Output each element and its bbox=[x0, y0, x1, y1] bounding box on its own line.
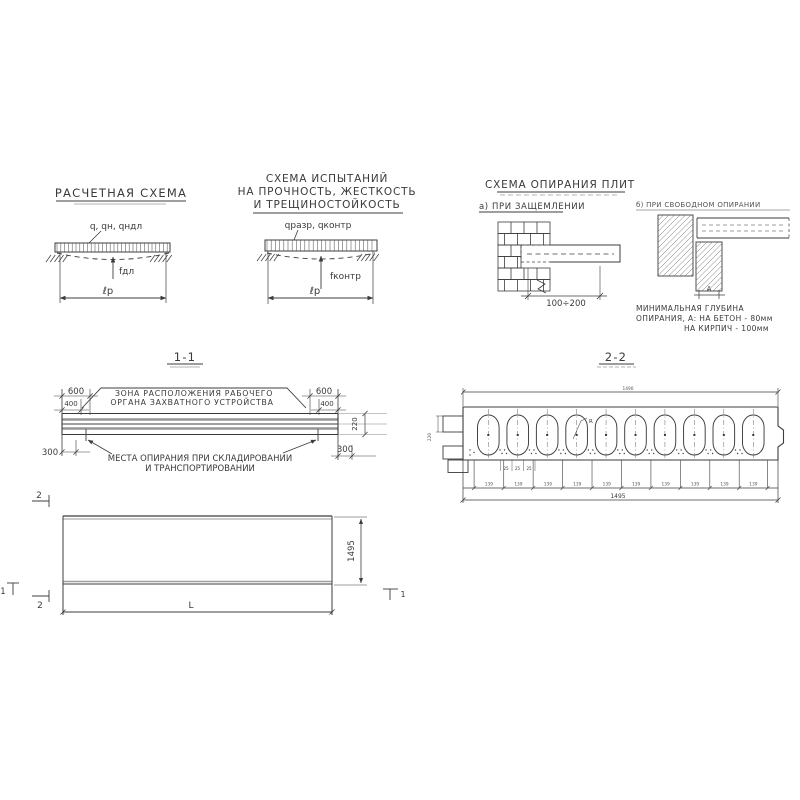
section-1-1 bbox=[42, 350, 387, 474]
embed-dim-label: 100÷200 bbox=[546, 299, 586, 309]
support-scheme bbox=[479, 179, 790, 333]
height-dim-label: 220 bbox=[351, 417, 359, 431]
support-leader-right bbox=[283, 440, 316, 453]
calc-scheme-title: РАСЧЕТНАЯ СХЕМА bbox=[54, 186, 188, 200]
section-1-1-title: 1-1 bbox=[173, 350, 197, 364]
support-ground-hatches bbox=[46, 254, 379, 262]
pitch-dim-label: 139 bbox=[573, 482, 582, 488]
load-leader bbox=[89, 231, 101, 243]
slab-a-outline bbox=[550, 245, 620, 262]
section-height-label: 220 bbox=[428, 432, 433, 442]
length-dim-label: L bbox=[188, 601, 194, 611]
left-key-tab-bottom bbox=[443, 446, 463, 459]
dim-600-right: 600 bbox=[315, 387, 333, 397]
hollow-core-voids bbox=[478, 409, 765, 458]
test-span-label: ℓр bbox=[309, 286, 321, 297]
dim-300-right: 300 bbox=[336, 445, 354, 455]
test-title-3: И ТРЕЩИНОСТОЙКОСТЬ bbox=[253, 199, 401, 211]
dim-400-left: 400 bbox=[64, 400, 78, 408]
support-note-1: МИНИМАЛЬНАЯ ГЛУБИНА bbox=[636, 304, 744, 313]
plan-view bbox=[0, 491, 405, 615]
dim-600-left: 600 bbox=[67, 387, 85, 397]
section-mark-2-top: 2 bbox=[36, 491, 42, 501]
variant-a-label: а) ПРИ ЗАЩЕМЛЕНИИ bbox=[479, 202, 586, 212]
support-note-3: НА КИРПИЧ - 100мм bbox=[684, 324, 769, 333]
support-note-2: ОПИРАНИЯ, А: НА БЕТОН - 80мм bbox=[636, 314, 773, 323]
section-mark-1-right: 1 bbox=[400, 590, 406, 599]
left-key-tab-top bbox=[443, 416, 463, 432]
load-strip bbox=[265, 240, 377, 251]
pier-block-hatch bbox=[696, 242, 722, 291]
support-leader-left bbox=[88, 440, 112, 454]
depth-dim-label: А bbox=[706, 285, 712, 293]
dim-300-left: 300 bbox=[41, 448, 59, 458]
storage-text-1: МЕСТА ОПИРАНИЯ ПРИ СКЛАДИРОВАНИИ bbox=[107, 454, 293, 464]
load-leader bbox=[294, 230, 298, 240]
overall-dim-label: 1495 bbox=[610, 493, 626, 500]
pitch-dim-label: 139 bbox=[543, 482, 552, 488]
pitch-dim-label: 139 bbox=[720, 482, 729, 488]
left-foot bbox=[448, 460, 468, 473]
small-dim-ticks bbox=[501, 460, 536, 471]
pitch-dim-label: 139 bbox=[632, 482, 641, 488]
section-2-2 bbox=[427, 350, 784, 503]
zone-text-2: ОРГАНА ЗАХВАТНОГО УСТРОЙСТВА bbox=[110, 398, 274, 407]
pitch-dim-label: 139 bbox=[514, 482, 523, 488]
load-strip-hatch bbox=[57, 243, 167, 252]
section-2-2-title: 2-2 bbox=[604, 350, 628, 364]
test-title-1: СХЕМА ИСПЫТАНИЙ bbox=[265, 173, 389, 185]
top-dim-label: 1490 bbox=[622, 387, 634, 392]
calc-load-label: q, qн, qндл bbox=[89, 222, 143, 232]
pitch-dim-label: 139 bbox=[690, 482, 700, 488]
radius-leader bbox=[573, 418, 587, 439]
test-title-2: НА ПРОЧНОСТЬ, ЖЕСТКОСТЬ bbox=[237, 186, 417, 198]
pitch-dim-label: 139 bbox=[661, 482, 670, 488]
pitch-dim-label: 139 bbox=[749, 482, 758, 488]
test-scheme bbox=[238, 172, 417, 304]
pitch-dim-label: 139 bbox=[484, 482, 494, 488]
storage-text-2: И ТРАНСПОРТИРОВАНИИ bbox=[145, 464, 255, 474]
small-dim-label: 25 bbox=[503, 466, 509, 471]
load-strip-hatch bbox=[267, 240, 372, 251]
section-mark-2-bottom: 2 bbox=[37, 601, 43, 611]
pitch-dim-grid bbox=[463, 460, 778, 490]
width-dim-label: 1495 bbox=[347, 540, 357, 562]
pitch-dim-label: 139 bbox=[602, 482, 611, 488]
wall-block-hatch bbox=[658, 215, 693, 276]
section-mark-1-left: 1 bbox=[0, 587, 6, 597]
dim-400-right: 400 bbox=[320, 400, 334, 408]
test-load-label: qразр, qконтр bbox=[284, 221, 352, 231]
test-deflection-label: fконтр bbox=[330, 272, 361, 282]
zone-text-1: ЗОНА РАСПОЛОЖЕНИЯ РАБОЧЕГО bbox=[114, 389, 274, 398]
small-dim-label: 25 bbox=[526, 466, 532, 471]
variant-b-label: б) ПРИ СВОБОДНОМ ОПИРАНИИ bbox=[636, 201, 761, 209]
calc-span-label: ℓр bbox=[102, 286, 114, 297]
calc-deflection-label: fдл bbox=[119, 267, 135, 277]
small-dim-label: 25 bbox=[514, 466, 521, 471]
support-title: СХЕМА ОПИРАНИЯ ПЛИТ bbox=[485, 179, 635, 191]
brick-wall bbox=[498, 222, 550, 291]
radius-label: R bbox=[589, 419, 593, 425]
